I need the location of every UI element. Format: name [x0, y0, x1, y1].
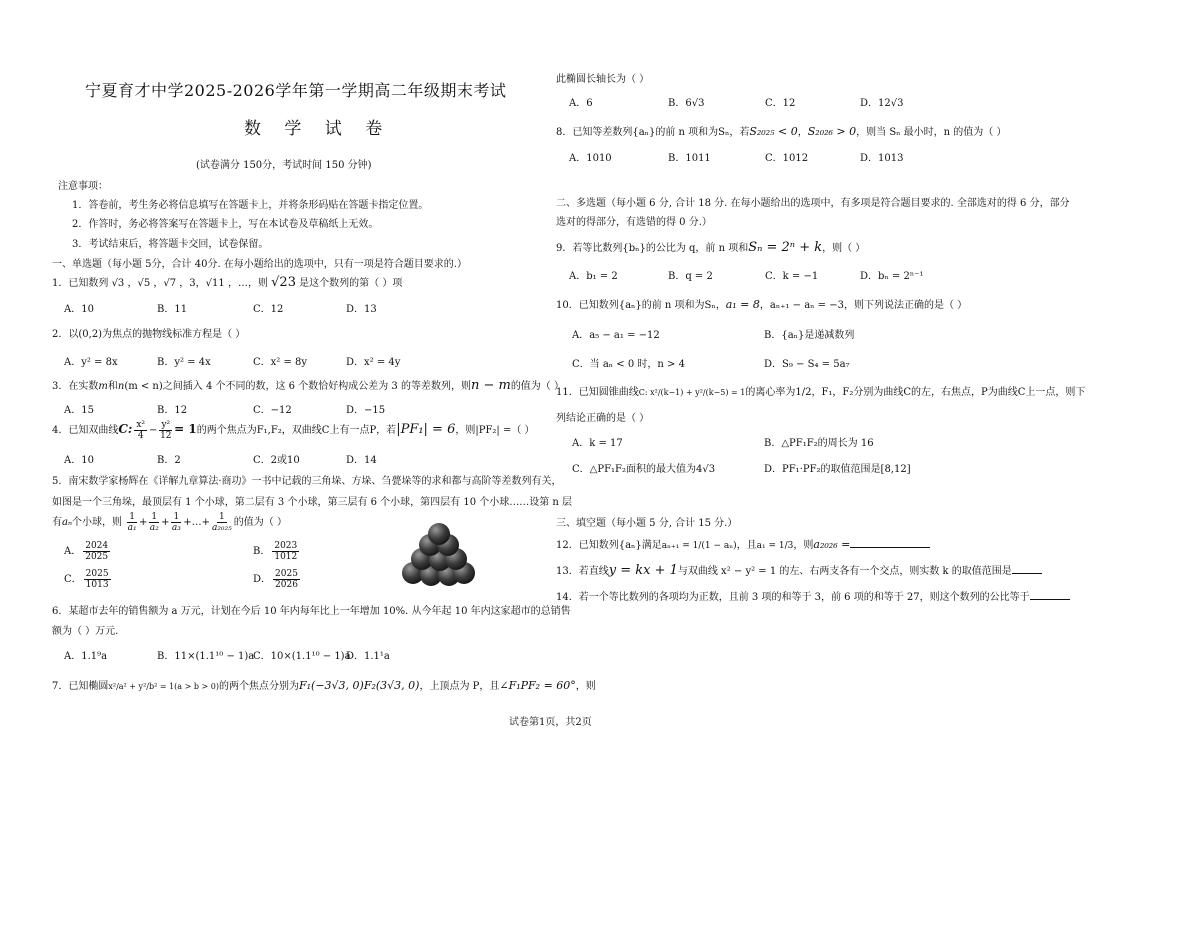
q7-continued: 此椭圆长轴长为（ ）: [556, 74, 650, 85]
q9-option-d: D．bₙ = 2ⁿ⁻¹: [860, 271, 924, 282]
q5-dots: +…+: [183, 517, 210, 528]
note-item: 3．考试结束后，将答题卡交回，试卷保留。: [72, 239, 269, 250]
q8-option-b: B．1011: [668, 153, 711, 164]
q13-answer-blank[interactable]: [1012, 573, 1042, 574]
q5-c-num: 2025: [85, 569, 109, 579]
q2-focus: (0,2): [78, 329, 103, 340]
q5-a-letter: A．: [64, 546, 82, 557]
q2-ask: 为焦点的抛物线标准方程是（ ）: [102, 329, 246, 340]
q5-frac-n: [212, 512, 232, 533]
q8-ask: ，则当 Sₙ 最小时，n 的值为（ ）: [856, 127, 1007, 138]
q5-c-den: 1013: [85, 580, 109, 590]
q11-ecc: 1/2: [795, 387, 812, 398]
q5-plus: +: [138, 517, 148, 528]
q3-and: 和: [107, 381, 118, 392]
q5-one: 1: [151, 512, 158, 522]
q6-line-1: 6．某超市去年的销售额为 a 万元，计划在今后 10 年内每年比上一年增加 10%. 从今年起 10 年内这家超市的总销售: [52, 606, 571, 617]
q5-line-2: 如图是一个三角垛，最顶层有 1 个小球，第二层有 3 个小球，第三层有 6 个小球，第四层有 10 个小球……设第 n 层: [52, 497, 573, 508]
q1-option-d: D．13: [346, 304, 377, 315]
q10-option-b: B．{aₙ}是递减数列: [764, 330, 855, 341]
q4-stem: 4．已知双曲线: [52, 425, 119, 436]
q2-option-b: B．y² = 4x: [157, 357, 211, 368]
q11-ecc-text: 的离心率为: [745, 387, 796, 398]
q7-f2: F₂(3√3, 0): [363, 679, 420, 692]
q8-s2026: S₂₀₂₆ > 0: [807, 125, 857, 138]
q5-c-letter: C．: [64, 574, 82, 585]
question-11: [556, 383, 1085, 398]
q3-option-a: A．15: [64, 405, 94, 416]
q4-ask: ，则|PF₂| =（ ）: [455, 425, 535, 436]
q4-curve-name: C:: [118, 422, 133, 436]
q5-frac-3: [171, 512, 181, 533]
q4-option-d: D．14: [346, 455, 377, 466]
q3-body: 之间插入 4 个不同的数，这 6 个数恰好构成公差为 3 的等差数列，则: [162, 381, 471, 392]
q10-option-d: D．S₉ − S₄ = 5a₇: [764, 359, 850, 370]
q3-expr: n − m: [470, 378, 511, 393]
q14-answer-blank[interactable]: [1030, 599, 1070, 600]
q7-option-a: A．6: [569, 98, 593, 109]
q5-d-den: 2026: [275, 580, 298, 590]
q5-a2: a₂: [149, 523, 159, 533]
q7-f1: F₁(−3√3, 0): [298, 679, 364, 692]
q5-one: 1: [218, 512, 225, 522]
section2-heading-line2: 选对的得部分，有选错的得 0 分.）: [556, 217, 712, 228]
section3-heading: 三、填空题（每小题 5 分, 合计 15 分.）: [556, 518, 738, 529]
q3-stem: 3．在实数: [52, 381, 99, 392]
note-item: 2．作答时，务必将答案写在答题卡上，写在本试卷及草稿纸上无效。: [72, 219, 379, 230]
q5-b-den: 1012: [274, 552, 298, 562]
q5-a1: a₁: [127, 523, 137, 533]
q5-one: 1: [129, 512, 135, 522]
q5-a-num: 2024: [85, 541, 109, 551]
q7-option-b: B．6√3: [668, 98, 705, 109]
question-4: 4．已知双曲线C: $\frac{\text{x²}}{4}$ − $\frac{\text{y²}}{12}$ = 1的两个焦点为F₁,F₂，双曲线C上有一点P，若|PF₁| = 6，则|PF₂| =（ ）: [52, 420, 535, 441]
q13-stem: 13．若直线: [556, 566, 609, 577]
q9-option-b: B．q = 2: [668, 271, 713, 282]
q9-sn: Sₙ = 2ⁿ + k: [748, 240, 823, 255]
q7-angle: ∠F₁PF₂ = 60°: [499, 679, 576, 692]
q5-has: 有: [52, 517, 62, 528]
q10-a1: a₁ = 8: [725, 298, 760, 311]
q7-option-c: C．12: [765, 98, 796, 109]
q10-stem: 10．已知数列{aₙ}的前 n 项和为Sₙ，: [556, 300, 726, 311]
q1-term: √23: [271, 275, 296, 290]
q5-option-a: [64, 541, 112, 562]
q8-s2025: S₂₀₂₅ < 0: [749, 125, 798, 138]
q12-recurrence: aₙ₊₁ = 1/(1 − aₙ): [661, 541, 737, 551]
q5-a-den: 2025: [85, 552, 109, 562]
q7-foci-text: 的两个焦点分别为: [218, 681, 299, 692]
q4-eq: = 1: [174, 422, 197, 436]
q7-ellipse: x²/a² + y²/b² = 1(a > b > 0): [108, 682, 219, 691]
q11-line-2: 列结论正确的是（ ）: [556, 413, 650, 424]
q5-b-letter: B．: [253, 546, 271, 557]
q4-option-b: B．2: [157, 455, 181, 466]
q3-option-c: C．−12: [253, 405, 292, 416]
q1-sequence: √3 ，√5 ，√7 ，3，√11 ，…，则: [111, 278, 268, 289]
q5-d-letter: D．: [253, 574, 272, 585]
q6-option-a: A．1.1⁹a: [64, 651, 108, 662]
q12-then: ，则: [793, 540, 814, 551]
q7-top: ，上顶点为 P，且: [419, 681, 500, 692]
q12-stem: 12．已知数列{aₙ}满足: [556, 540, 662, 551]
q6-option-b: B．11×(1.1¹⁰ − 1)a: [157, 651, 255, 662]
q5-an: aₙ: [62, 517, 73, 528]
q5-d-num: 2025: [275, 569, 298, 579]
q6-line-2: 额为（ ）万元.: [52, 626, 119, 637]
question-12: [556, 536, 930, 551]
q3-option-b: B．12: [157, 405, 188, 416]
q5-a3: a₃: [171, 523, 181, 533]
section1-heading: 一、单选题（每小题 5分，合计 40分. 在每小题给出的选项中，只有一项是符合题目要求的.）: [52, 259, 467, 270]
question-10: [556, 296, 967, 311]
q5-line-1: 5．南宋数学家杨辉在《详解九章算法·商功》一书中记载的三角垛、方垛、刍甍垛等的求和都与高阶等差数列有关，: [52, 476, 562, 487]
q8-option-a: A．1010: [569, 153, 612, 164]
q5-frac-2: [149, 512, 159, 533]
q5-plus: +: [161, 517, 170, 528]
q5-option-c: [64, 569, 113, 590]
question-7: [52, 677, 596, 692]
q11-option-d: D．PF₁·PF₂的取值范围是[8,12]: [764, 464, 911, 475]
q5-ask: 的值为（ ）: [233, 517, 287, 528]
q4-option-c: C．2或10: [253, 455, 300, 466]
q2-option-d: D．x² = 4y: [346, 357, 401, 368]
q11-option-b: B．△PF₁F₂的周长为 16: [764, 438, 874, 449]
q10-option-a: A．a₅ − a₁ = −12: [572, 330, 660, 341]
q11-body: ，F₁，F₂分别为曲线C的左，右焦点，P为曲线C上一点，则下: [811, 387, 1086, 398]
q13-body: 与双曲线 x² − y² = 1 的左、右两支各有一个交点，则实数 k 的取值范围是: [677, 566, 1012, 577]
q10-ask: ，aₙ₊₁ − aₙ = −3，则下列说法正确的是（ ）: [759, 300, 968, 311]
q3-n: n: [117, 381, 125, 392]
q12-answer-blank[interactable]: [850, 547, 930, 548]
q11-option-c: C．△PF₁F₂面积的最大值为4√3: [572, 464, 716, 475]
q6-option-c: C．10×(1.1¹⁰ − 1)a: [253, 651, 351, 662]
q4-frac-y: [159, 420, 172, 441]
q11-stem: 11．已知圆锥曲线: [556, 387, 639, 398]
q4-y2: y²: [161, 420, 171, 430]
page-footer: 试卷第1页，共2页: [509, 717, 592, 728]
exam-title: 宁夏育才中学2025-2026学年第一学期高二年级期末考试: [85, 81, 507, 100]
notes-heading: 注意事项：: [58, 181, 108, 192]
question-9: [556, 239, 865, 255]
q4-pf1: |PF₁| = 6: [396, 422, 456, 437]
q8-option-d: D．1013: [860, 153, 904, 164]
q3-condition: (m < n): [124, 381, 163, 392]
question-8: 8．已知等差数列{aₙ}的前 n 项和为Sₙ，若S₂₀₂₅ < 0，S₂₀₂₆ > 0，则当 Sₙ 最小时，n 的值为（ ）: [556, 125, 1007, 138]
q13-line: y = kx + 1: [608, 563, 678, 578]
q4-x2: x²: [136, 420, 146, 430]
q1-option-b: B．11: [157, 304, 188, 315]
q1-stem: 1．已知数列: [52, 278, 109, 289]
q1-option-c: C．12: [253, 304, 284, 315]
q4-body: 的两个焦点为F₁,F₂，双曲线C上有一点P，若: [196, 425, 397, 436]
triangular-pile-figure: [398, 523, 478, 589]
q3-ask: 的值为（ ）: [510, 381, 564, 392]
q5-option-d: [253, 569, 302, 590]
q9-ask: ，则（ ）: [822, 243, 866, 254]
q8-stem: 8．已知等差数列{aₙ}的前 n 项和为Sₙ，若: [556, 127, 750, 138]
q5-d-frac: [273, 569, 300, 590]
q5-b-num: 2023: [274, 541, 298, 551]
question-13: [556, 562, 1042, 578]
q9-option-c: C．k = −1: [765, 271, 819, 282]
q3-option-d: D．−15: [346, 405, 386, 416]
q9-stem: 9．若等比数列{bₙ}的公比为 q，前 n 项和: [556, 243, 749, 254]
q5-a2025: a₂₀₂₅: [211, 523, 232, 533]
q3-m: m: [98, 381, 108, 392]
q5-b-frac: [272, 541, 299, 562]
q12-and: ，且: [736, 540, 757, 551]
subject-title: 数 学 试 卷: [244, 119, 392, 139]
q5-text: 个小球，则: [72, 517, 123, 528]
q4-frac-x: [134, 420, 147, 441]
question-2: [52, 325, 245, 340]
q12-a1: a₁ = 1/3: [756, 541, 794, 551]
note-item: 1．答卷前，考生务必将信息填写在答题卡上，并将条形码贴在答题卡指定位置。: [72, 200, 429, 211]
q5-a-frac: [83, 541, 110, 562]
q4-d4: 4: [137, 431, 144, 441]
q11-curve: C: x²/(k−1) + y²/(k−5) = 1: [638, 388, 746, 397]
q14-stem: 14．若一个等比数列的各项均为正数，且前 3 项的和等于 3，前 6 项的和等于 27，则这个数列的公比等于: [556, 592, 1030, 603]
section2-heading-line1: 二、多选题（每小题 6 分, 合计 18 分. 在每小题给出的选项中，有多项是符合题目要求的. 全部选对的得 6 分，部分: [556, 198, 1070, 209]
q10-option-c: C．当 aₙ < 0 时，n > 4: [572, 359, 685, 370]
q6-option-d: D．1.1¹a: [346, 651, 390, 662]
q5-frac-1: [127, 512, 137, 533]
q12-target: a₂₀₂₆ =: [813, 538, 851, 551]
q4-option-a: A．10: [64, 455, 94, 466]
question-1: [52, 274, 402, 290]
q5-c-frac: [84, 569, 111, 590]
q5-line-3: [52, 512, 287, 533]
q2-stem: 2．以: [52, 329, 79, 340]
q2-option-a: A．y² = 8x: [64, 357, 118, 368]
q8-option-c: C．1012: [765, 153, 809, 164]
q1-ask: 是这个数列的第（ ）项: [299, 278, 403, 289]
q7-option-d: D．12√3: [860, 98, 904, 109]
question-14: [556, 588, 1070, 603]
q11-option-a: A．k = 17: [572, 438, 623, 449]
q2-option-c: C．x² = 8y: [253, 357, 308, 368]
q1-option-a: A．10: [64, 304, 94, 315]
q7-stem: 7．已知椭圆: [52, 681, 109, 692]
q4-d12: 12: [160, 431, 172, 441]
q7-then: ，则: [575, 681, 596, 692]
q5-option-b: [253, 541, 301, 562]
q9-option-a: A．b₁ = 2: [569, 271, 618, 282]
exam-info: (试卷满分 150分，考试时间 150 分钟): [196, 160, 372, 171]
question-3: [52, 377, 564, 393]
q5-one: 1: [173, 512, 180, 522]
